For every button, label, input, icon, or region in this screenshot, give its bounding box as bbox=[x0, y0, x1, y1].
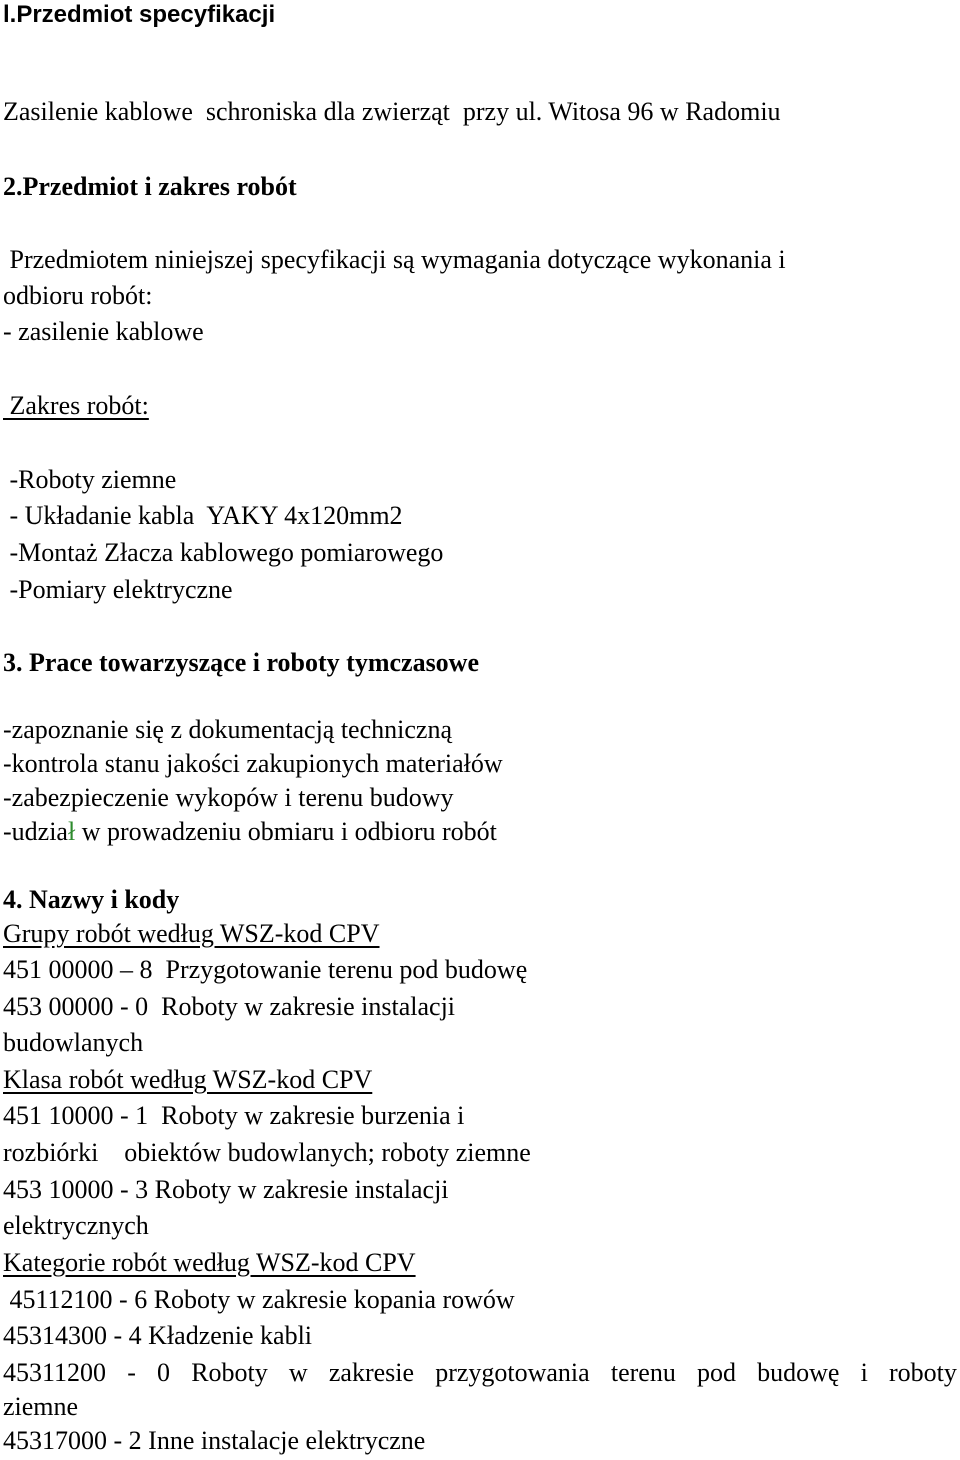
scope-item: - Układanie kabla YAKY 4x120mm2 bbox=[3, 501, 403, 530]
code-line: 45317000 - 2 Inne instalacje elektryczne bbox=[3, 1426, 426, 1455]
justified-word: zakresie bbox=[328, 1358, 415, 1387]
justified-word: Roboty bbox=[191, 1358, 268, 1387]
task-item-part: -udzia bbox=[3, 817, 68, 846]
justified-word: i bbox=[860, 1358, 868, 1387]
section-3-heading: 3. Prace towarzyszące i roboty tymczasowe bbox=[3, 648, 479, 677]
code-line-justified bbox=[3, 1358, 957, 1388]
code-line: 45314300 - 4 Kładzenie kabli bbox=[3, 1321, 313, 1350]
justified-word: 45311200 bbox=[3, 1358, 107, 1387]
task-item bbox=[3, 817, 497, 847]
section-1-heading: l.Przedmiot specyfikacji bbox=[3, 1, 276, 28]
scope-item: -Roboty ziemne bbox=[3, 465, 177, 494]
code-line: elektrycznych bbox=[3, 1211, 149, 1240]
justified-word: terenu bbox=[610, 1358, 676, 1387]
scope-item: -Pomiary elektryczne bbox=[3, 575, 233, 604]
section-1-text: Zasilenie kablowe schroniska dla zwierząt przy ul. Witosa 96 w Radomiu bbox=[3, 97, 781, 126]
intro-line-1: Przedmiotem niniejszej specyfikacji są wymagania dotyczące wykonania i bbox=[3, 245, 786, 274]
intro-line-3: - zasilenie kablowe bbox=[3, 317, 204, 346]
code-line: 45112100 - 6 Roboty w zakresie kopania rowów bbox=[3, 1285, 515, 1314]
scope-heading: Zakres robót: bbox=[3, 391, 149, 420]
code-line: budowlanych bbox=[3, 1028, 144, 1057]
task-item-accent-char: ł bbox=[67, 817, 76, 846]
categories-heading: Kategorie robót według WSZ-kod CPV bbox=[3, 1248, 416, 1277]
intro-line-2: odbioru robót: bbox=[3, 281, 153, 310]
task-item: -zabezpieczenie wykopów i terenu budowy bbox=[3, 783, 454, 812]
code-line: 451 00000 – 8 Przygotowanie terenu pod budowę bbox=[3, 955, 528, 984]
code-line: 453 00000 - 0 Roboty w zakresie instalacji bbox=[3, 992, 456, 1021]
code-line: 453 10000 - 3 Roboty w zakresie instalacji bbox=[3, 1175, 449, 1204]
section-4-heading: 4. Nazwy i kody bbox=[3, 885, 180, 914]
task-item-part: w prowadzeniu obmiaru i odbioru robót bbox=[75, 817, 497, 846]
justified-word: przygotowania bbox=[435, 1358, 590, 1387]
task-item: -kontrola stanu jakości zakupionych materiałów bbox=[3, 749, 503, 778]
classes-heading: Klasa robót według WSZ-kod CPV bbox=[3, 1065, 373, 1094]
task-item: -zapoznanie się z dokumentacją techniczną bbox=[3, 715, 452, 744]
justified-word: - bbox=[127, 1358, 136, 1387]
code-line: ziemne bbox=[3, 1392, 79, 1421]
justified-word: 0 bbox=[157, 1358, 171, 1387]
section-2-heading: 2.Przedmiot i zakres robót bbox=[3, 172, 297, 201]
justified-word: pod bbox=[696, 1358, 736, 1387]
justified-word: budowę bbox=[757, 1358, 840, 1387]
code-line: rozbiórki obiektów budowlanych; roboty ziemne bbox=[3, 1138, 531, 1167]
justified-word: roboty bbox=[889, 1358, 957, 1387]
scope-item: -Montaż Złacza kablowego pomiarowego bbox=[3, 538, 444, 567]
groups-heading: Grupy robót według WSZ-kod CPV bbox=[3, 919, 380, 948]
justified-word: w bbox=[288, 1358, 308, 1387]
code-line: 451 10000 - 1 Roboty w zakresie burzenia i bbox=[3, 1101, 465, 1130]
